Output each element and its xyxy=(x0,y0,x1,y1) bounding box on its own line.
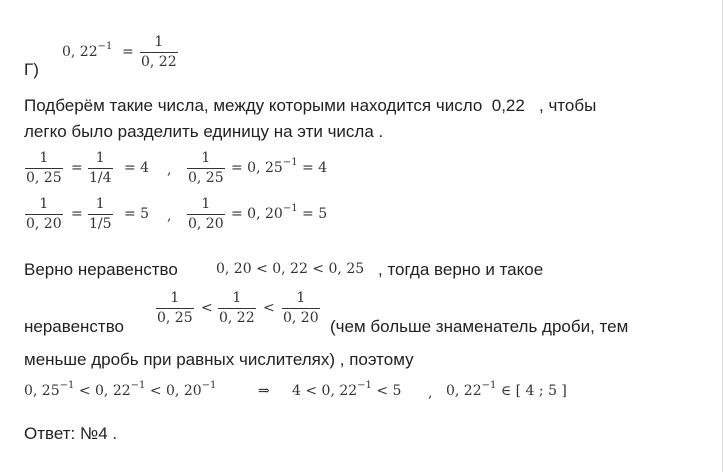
final-sep: , xyxy=(428,385,433,401)
final-bound: 4 < 0, $22^{-1} < 5$ xyxy=(292,380,402,399)
ineq-fraction-1: 1 0, 25 xyxy=(157,290,193,326)
text-line-1: Подберём такие числа, между которыми находится число 0,22 , чтобы xyxy=(24,96,597,115)
ineq-lt-1: < xyxy=(201,300,213,316)
ineq-fraction-3: 1 0, 20 xyxy=(283,290,319,326)
final-inequality: 0, $25^{-1} < 0$, $22^{-1} < 0$, $20^{-1}$ xyxy=(24,380,217,399)
text-line-3a: Верно неравенство xyxy=(24,260,178,279)
row1-fraction-2: 1 1/4 xyxy=(89,150,112,186)
text-line-2: легко было разделить единицу на эти числа . xyxy=(24,122,384,141)
implies-arrow: ⇒ xyxy=(258,383,270,399)
text-line-3b: , тогда верно и такое xyxy=(378,260,544,279)
row1-result-2: = 0, $25^{-1} = 4$ xyxy=(231,157,328,176)
row2-fraction-2: 1 1/5 xyxy=(89,196,112,232)
row1-eq: = xyxy=(71,160,83,176)
row2-eq: = xyxy=(71,206,83,222)
text-line-4b: (чем больше знаменатель дроби, тем xyxy=(330,317,629,336)
row2-fraction-1: 1 0, 20 xyxy=(26,196,62,232)
text-line-5: меньше дробь при равных числителях) , поэтому xyxy=(24,350,414,369)
ineq-fraction-2: 1 0, 22 xyxy=(219,290,255,326)
definition-lhs: 0, $22^{-1}$ xyxy=(62,41,113,60)
row1-fraction-3: 1 0, 25 xyxy=(188,150,224,186)
row2-sep: , xyxy=(167,208,172,224)
ineq-lt-2: < xyxy=(263,300,275,316)
inequality-decimals: 0, 20 < 0, 22 < 0, 25 xyxy=(216,261,365,277)
row1-sep: , xyxy=(167,162,172,178)
answer: Ответ: №4 . xyxy=(24,424,118,443)
row1-result-1: = 4 xyxy=(124,160,150,176)
row2-result-2: = 0, $20^{-1} = 5$ xyxy=(231,203,328,222)
row1-fraction-1: 1 0, 25 xyxy=(26,150,62,186)
definition-fraction: 1 0, 22 xyxy=(141,34,177,70)
text-line-4a: неравенство xyxy=(24,317,125,336)
part-label: Г) xyxy=(24,60,39,79)
final-interval: 0, $22^{-1}$ ∈ [ 4 ; 5 ] xyxy=(446,380,567,399)
definition-eq: = xyxy=(122,44,134,60)
row2-result-1: = 5 xyxy=(124,206,150,222)
row2-fraction-3: 1 0, 20 xyxy=(188,196,224,232)
